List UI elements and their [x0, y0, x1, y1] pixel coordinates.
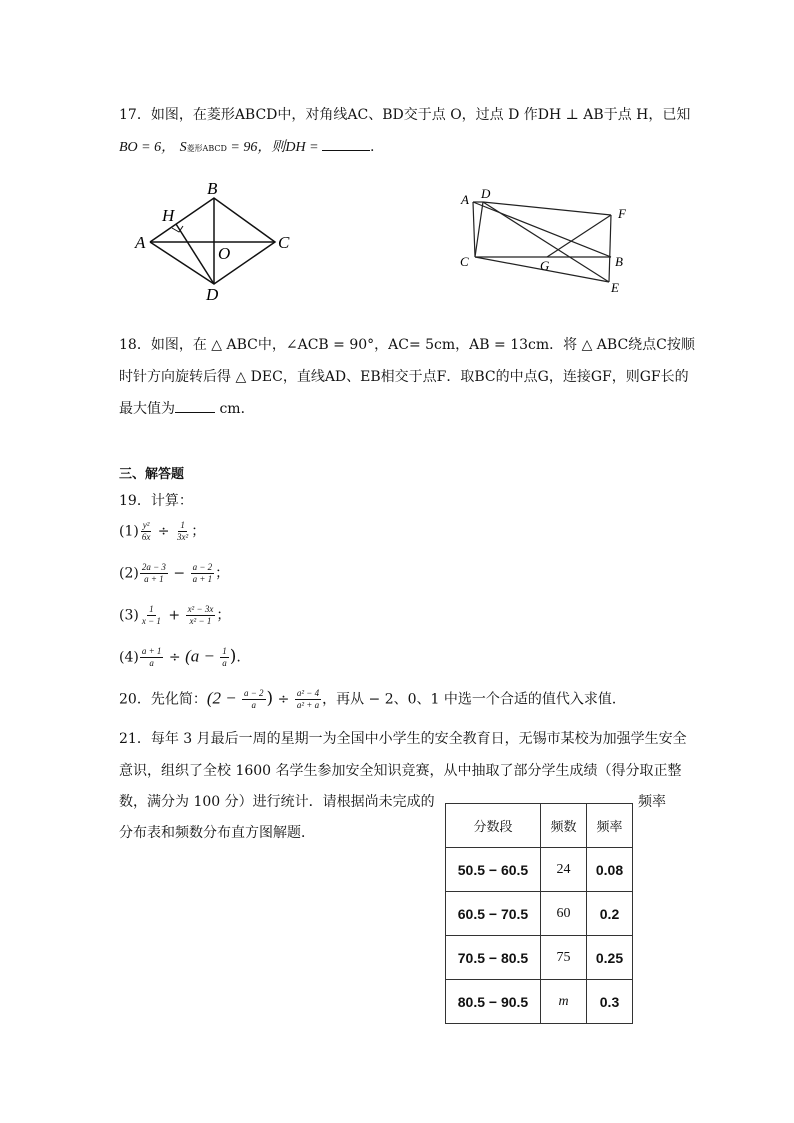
- q21-line1: 21．每年 3 月最后一周的星期一为全国中小学生的安全教育日，无锡市某校为加强学生安全: [119, 731, 687, 747]
- table-header-row: [446, 804, 633, 848]
- q21-line4: 分布表和频数分布直方图解题．: [119, 825, 315, 841]
- q19-p1-frac2: $\frac{1}{\text{3x²}}$: [176, 520, 189, 542]
- q18-line3: [119, 398, 255, 418]
- q18-line1: 18．如图，在 △ ABC中，∠ACB = 90°，AC= 5cm，AB = 13cm．将 △ ABC绕点C按顺: [119, 337, 695, 353]
- label-o: O: [218, 244, 231, 263]
- q20-op: ÷: [273, 691, 294, 708]
- table-row: [446, 892, 633, 936]
- label-f2: F: [618, 206, 626, 221]
- q19-p1-end: ；: [191, 523, 206, 540]
- label-a2: A: [461, 192, 469, 207]
- rhombus-figure: [130, 176, 300, 306]
- cell-range: 70.5 − 80.5: [446, 936, 541, 980]
- q19-p1-op: ÷: [153, 523, 174, 540]
- label-g2: G: [540, 258, 550, 273]
- q20-close: ): [266, 688, 274, 709]
- cell-range: 50.5 − 60.5: [446, 848, 541, 892]
- cell-rate: 0.3: [587, 980, 633, 1024]
- cell-count: m: [541, 980, 587, 1024]
- q19-p3-frac2: $\frac{\text{x² − 3x}}{\text{x² − 1}}$: [187, 604, 214, 626]
- q19-part4: [119, 646, 241, 669]
- q19-title: 19．计算：: [119, 493, 193, 509]
- cell-count: 60: [541, 892, 587, 936]
- label-d: D: [206, 285, 219, 304]
- cell-count: 75: [541, 936, 587, 980]
- label-e2: E: [611, 280, 619, 295]
- q19-p3-label: (3): [119, 607, 139, 624]
- q18-line3a: 最大值为: [119, 401, 175, 417]
- q19-part1: [119, 520, 205, 543]
- q19-p3-op: +: [163, 607, 185, 624]
- q17-answer-blank[interactable]: [322, 150, 370, 151]
- cell-rate: 0.25: [587, 936, 633, 980]
- q21-line3-right: 频率: [638, 794, 666, 810]
- label-h: H: [162, 206, 175, 225]
- q18-line2: 时针方向旋转后得 △ DEC，直线AD、EB相交于点F．取BC的中点G，连接GF，则GF长的: [119, 369, 689, 385]
- q19-p4-paren-close: ): [229, 646, 237, 667]
- q17-s-sub: 菱形ABCD: [186, 144, 227, 153]
- q18-answer-blank[interactable]: [175, 412, 215, 413]
- q19-part3: [119, 604, 230, 627]
- q19-p4-op: ÷: [164, 649, 186, 666]
- q19-p2-frac2: $\frac{a - 2}{a + 1}$: [192, 562, 213, 584]
- cell-count: 24: [541, 848, 587, 892]
- cell-rate: 0.2: [587, 892, 633, 936]
- q19-p4-end: .: [236, 649, 241, 666]
- q19-p2-frac1: $\frac{2a - 3}{a + 1}$: [141, 562, 166, 584]
- q19-p3-end: ；: [216, 607, 231, 624]
- table-row: [446, 848, 633, 892]
- rotation-figure: [455, 182, 640, 297]
- header-rate: 频率: [587, 804, 633, 848]
- q19-p4-label: (4): [119, 649, 139, 666]
- q19-p1-frac1: $\frac{\text{y²}}{6x}$: [141, 520, 151, 542]
- header-range: 分数段: [446, 804, 541, 848]
- label-b: B: [207, 179, 218, 198]
- header-count: 频数: [541, 804, 587, 848]
- q19-part2: [119, 562, 229, 585]
- frequency-table: [445, 803, 633, 1024]
- q17-line1: 17．如图，在菱形ABCD中，对角线AC、BD交于点 O，过点 D 作DH ⊥ AB于点 H，已知: [119, 107, 691, 123]
- q19-p3-frac1: $\frac{1}{x - 1}$: [141, 604, 161, 626]
- q19-p2-end: ；: [215, 565, 230, 582]
- q20-frac1: $\frac{a - 2}{a}$: [243, 688, 264, 710]
- q19-p2-op: −: [168, 565, 190, 582]
- label-d2: D: [481, 186, 491, 201]
- q17-end: .: [370, 139, 375, 155]
- q18-line3b: cm．: [215, 401, 255, 417]
- cell-range: 60.5 − 70.5: [446, 892, 541, 936]
- q21-line3: 数，满分为 100 分）进行统计．请根据尚未完成的: [119, 794, 435, 810]
- q17-s-label: S: [179, 140, 187, 155]
- q17-bo: BO = 6，: [119, 140, 176, 155]
- q19-p4-frac2: $\frac{1}{a}$: [222, 646, 227, 668]
- q19-p2-label: (2): [119, 565, 139, 582]
- q20-open: (2 −: [206, 688, 241, 708]
- q17-s-value: = 96，则DH =: [226, 140, 323, 155]
- table-row: [446, 936, 633, 980]
- q20-line: [119, 688, 626, 711]
- q20-suffix: ，再从 − 2、0、1 中选一个合适的值代入求值．: [322, 691, 626, 708]
- cell-rate: 0.08: [587, 848, 633, 892]
- q19-p1-label: (1): [119, 523, 139, 540]
- label-c: C: [278, 233, 290, 252]
- cell-range: 80.5 − 90.5: [446, 980, 541, 1024]
- q20-prefix: 20．先化简：: [119, 691, 207, 708]
- q20-frac2: $\frac{\text{a² − 4}}{\text{a² + a}}$: [296, 688, 320, 710]
- table-row: [446, 980, 633, 1024]
- q19-p4-frac1: $\frac{a + 1}{a}$: [141, 646, 162, 668]
- label-c2: C: [460, 254, 469, 269]
- section-heading: 三、解答题: [119, 467, 185, 482]
- q19-p4-paren-open: (a −: [185, 646, 220, 666]
- label-a: A: [135, 233, 146, 252]
- label-b2: B: [615, 254, 623, 269]
- segment-dh: [176, 224, 214, 284]
- q17-line2: [119, 136, 374, 156]
- q21-line2: 意识，组织了全校 1600 名学生参加安全知识竞赛，从中抽取了部分学生成绩（得分取正整: [119, 763, 682, 779]
